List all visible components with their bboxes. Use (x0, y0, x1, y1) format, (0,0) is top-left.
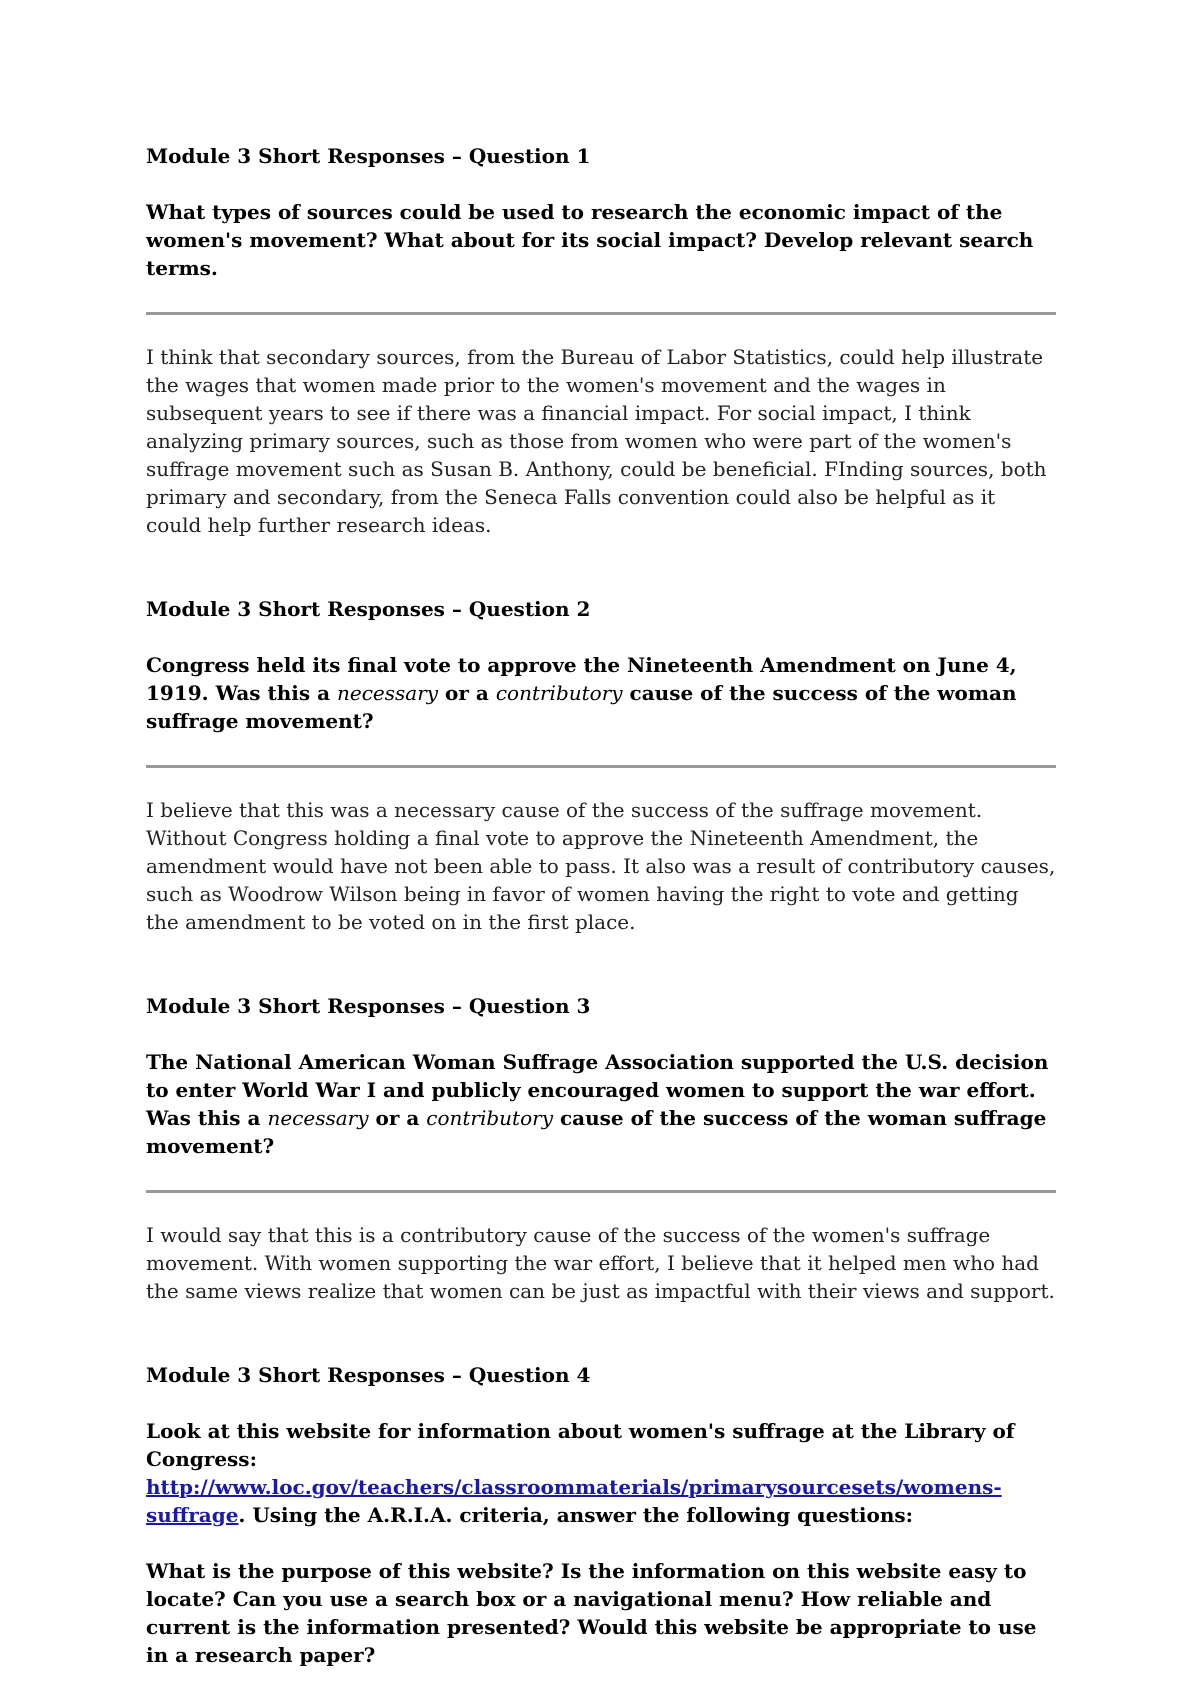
loc-website-link[interactable]: http://www.loc.gov/teachers/classroommaterials/primarysourcesets/womens-suffrage (146, 1475, 1002, 1527)
question-heading: Module 3 Short Responses – Question 1 (146, 144, 591, 168)
question-prompt (146, 651, 1056, 735)
question-heading: Module 3 Short Responses – Question 2 (146, 597, 591, 621)
question-block-4 (146, 1361, 1056, 1669)
question-heading: Module 3 Short Responses – Question 4 (146, 1363, 591, 1387)
answer-text: I would say that this is a contributory cause of the success of the women's suffrage movement. With women supporting the war effort, I believe that it helped men who had the same views realize that women can be just as impactful with their views and support. (146, 1223, 1055, 1303)
prompt-text: . Using the A.R.I.A. criteria, answer the following questions: (238, 1503, 914, 1527)
prompt-text: The National American Woman Suffrage Association supported the U.S. decision to enter World War I and publicly encouraged women to support the war effort. Was this a (146, 1050, 1049, 1130)
prompt-italic-contributory: contributory (495, 681, 623, 705)
answer-text: I think that secondary sources, from the Bureau of Labor Statistics, could help illustrate the wages that women made prior to the women's movement and the wages in subsequent years to see if there was a financial impact. For social impact, I think analyzing primary sources, such as those from women who were part of the women's suffrage movement such as Susan B. Anthony, could be beneficial. FInding sources, both primary and secondary, from the Seneca Falls convention could also be helpful as it could help further research ideas. (146, 345, 1047, 537)
prompt-text: or a (438, 681, 496, 705)
document-content (146, 142, 1056, 1669)
divider-rule (146, 1190, 1056, 1193)
question-block-2 (146, 595, 1056, 936)
answer-text: I believe that this was a necessary cause of the success of the suffrage movement. Without Congress holding a final vote to approve the Nineteenth Amendment, the amendment would have not been able to pass. It also was a result of contributory causes, such as Woodrow Wilson being in favor of women having the right to vote and getting the amendment to be voted on in the first place. (146, 798, 1056, 934)
prompt-text: or a (368, 1106, 427, 1130)
prompt-italic-necessary: necessary (267, 1106, 369, 1130)
question-block-1 (146, 142, 1056, 539)
prompt-text: cause of the success of the woman suffrage movement? (146, 1106, 1047, 1158)
divider-rule (146, 312, 1056, 315)
prompt-italic-contributory: contributory (426, 1106, 553, 1130)
prompt-italic-necessary: necessary (337, 681, 439, 705)
question-block-3 (146, 992, 1056, 1305)
question-prompt (146, 1417, 1056, 1529)
divider-rule (146, 765, 1056, 768)
prompt-text: Look at this website for information about women's suffrage at the Library of Congress: (146, 1419, 1015, 1471)
question-heading: Module 3 Short Responses – Question 3 (146, 994, 591, 1018)
question-prompt: What types of sources could be used to research the economic impact of the women's movement? What about for its social impact? Develop relevant search terms. (146, 200, 1034, 280)
prompt-text: Congress held its final vote to approve the Nineteenth Amendment on June 4, 1919. Was this a (146, 653, 1017, 705)
prompt-text: cause of the success of the woman suffrage movement? (146, 681, 1017, 733)
followup-questions: What is the purpose of this website? Is the information on this website easy to locate? Can you use a search box or a navigational menu? How reliable and current is the information presented? Would this website be appropriate to use in a research paper? (146, 1559, 1037, 1667)
question-prompt (146, 1048, 1056, 1160)
